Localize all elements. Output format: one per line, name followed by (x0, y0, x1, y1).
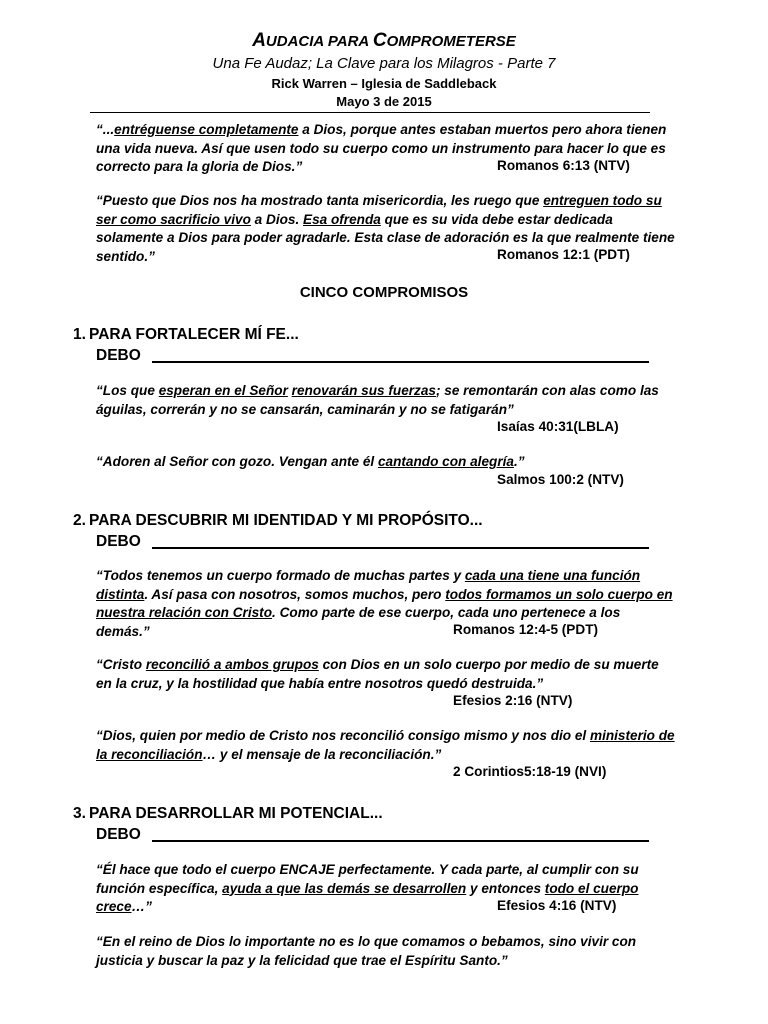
title-part: OMPROMETERSE (386, 33, 516, 50)
underlined-phrase: entreguen todo su ser como sacrificio vivo (96, 193, 662, 227)
verse-reference: Romanos 12:1 (PDT) (497, 247, 630, 262)
verse-reference: Romanos 6:13 (NTV) (497, 158, 630, 173)
verse-quote: “Él hace que todo el cuerpo ENCAJE perfectamente. Y cada parte, al cumplir con su función específica, ayuda a que las demás se desarrollen y entonces todo el cuerpo crece…” (96, 862, 639, 914)
commitment-heading: 3. PARA DESARROLLAR MI POTENCIAL... (73, 805, 383, 822)
underlined-phrase: reconcilió a ambos grupos (145, 657, 319, 672)
section-title: CINCO COMPROMISOS (299, 284, 469, 301)
verse-quote: “Todos tenemos un cuerpo formado de muchas partes y cada una tiene una función distinta. Así pasa con nosotros, somos muchos, pero todos formamos un solo cuerpo en nuestra relación con Cristo. Como parte de ese cuerpo, cada uno pertenece a los demás.” (96, 568, 673, 639)
fill-in-blank[interactable] (152, 547, 649, 549)
debo-label: DEBO (96, 533, 141, 550)
underlined-phrase: cantando con alegría (377, 454, 514, 469)
verse-quote: “...entréguense completamente a Dios, porque antes estaban muertos pero ahora tienen una vida nueva. Así que usen todo su cuerpo como un instrumento para hacer lo que es correcto para la gloria de Dios.” (96, 122, 667, 174)
verse-quote: “En el reino de Dios lo importante no es lo que comamos o bebamos, sino vivir con justicia y buscar la paz y la felicidad que trae el Espíritu Santo.” (96, 934, 637, 968)
date-line: Mayo 3 de 2015 (336, 94, 432, 109)
header-divider (90, 112, 650, 113)
verse-reference: Isaías 40:31(LBLA) (497, 419, 619, 434)
title-part: UDACIA PARA (265, 33, 373, 50)
underlined-phrase: Esa ofrenda (303, 211, 381, 227)
page-title (0, 29, 768, 54)
verse-quote: “Cristo reconcilió a ambos grupos con Dios en un solo cuerpo por medio de su muerte en la cruz, y la hostilidad que había entre nosotros quedó destruida.” (96, 657, 659, 691)
fill-in-blank[interactable] (152, 840, 649, 842)
verse-quote: “Puesto que Dios nos ha mostrado tanta misericordia, les ruego que entreguen todo su ser como sacrificio vivo a Dios. Esa ofrenda que es su vida debe estar dedicada solamente a Dios para poder agradarle. Esta clase de adoración es la que realmente tiene sentido.” (96, 193, 675, 264)
verse-quote: “Los que esperan en el Señor renovarán sus fuerzas; se remontarán con alas como las águilas, correrán y no se cansarán, caminarán y no se fatigarán” (96, 383, 659, 417)
verse-reference: 2 Corintios5:18-19 (NVI) (453, 764, 607, 779)
page-bottom-margin (0, 975, 768, 1024)
commitment-heading: 1. PARA FORTALECER MÍ FE... (73, 326, 299, 343)
commitment-heading: 2. PARA DESCUBRIR MI IDENTIDAD Y MI PROPÓSITO... (73, 512, 483, 529)
underlined-phrase: esperan en el Señor (158, 383, 288, 398)
page-subtitle: Una Fe Audaz; La Clave para los Milagros - Parte 7 (212, 55, 556, 72)
debo-label: DEBO (96, 826, 141, 843)
verse-reference: Romanos 12:4-5 (PDT) (453, 622, 599, 637)
verse-quote: “Dios, quien por medio de Cristo nos reconcilió consigo mismo y nos dio el ministerio de la reconciliación… y el mensaje de la reconciliación.” (96, 728, 675, 762)
underlined-phrase: todo el cuerpo crece (96, 880, 639, 914)
author-line: Rick Warren – Iglesia de Saddleback (271, 76, 497, 91)
verse-reference: Salmos 100:2 (NTV) (497, 472, 624, 487)
title-initial: C (372, 30, 387, 51)
verse-quote: “Adoren al Señor con gozo. Vengan ante él cantando con alegría.” (96, 454, 525, 469)
fill-in-blank[interactable] (152, 361, 649, 363)
title-initial: A (252, 30, 266, 51)
underlined-phrase: cada una tiene una función distinta (96, 568, 641, 602)
debo-label: DEBO (96, 347, 141, 364)
underlined-phrase: renovarán sus fuerzas (291, 383, 436, 398)
underlined-phrase: entréguense completamente (114, 122, 299, 137)
verse-reference: Efesios 2:16 (NTV) (453, 693, 573, 708)
underlined-phrase: todos formamos un solo cuerpo en nuestra relación con Cristo (96, 586, 673, 620)
verse-reference: Efesios 4:16 (NTV) (497, 898, 617, 913)
underlined-phrase: ayuda a que las demás se desarrollen (222, 880, 467, 896)
underlined-phrase: ministerio de la reconciliación (96, 728, 675, 762)
